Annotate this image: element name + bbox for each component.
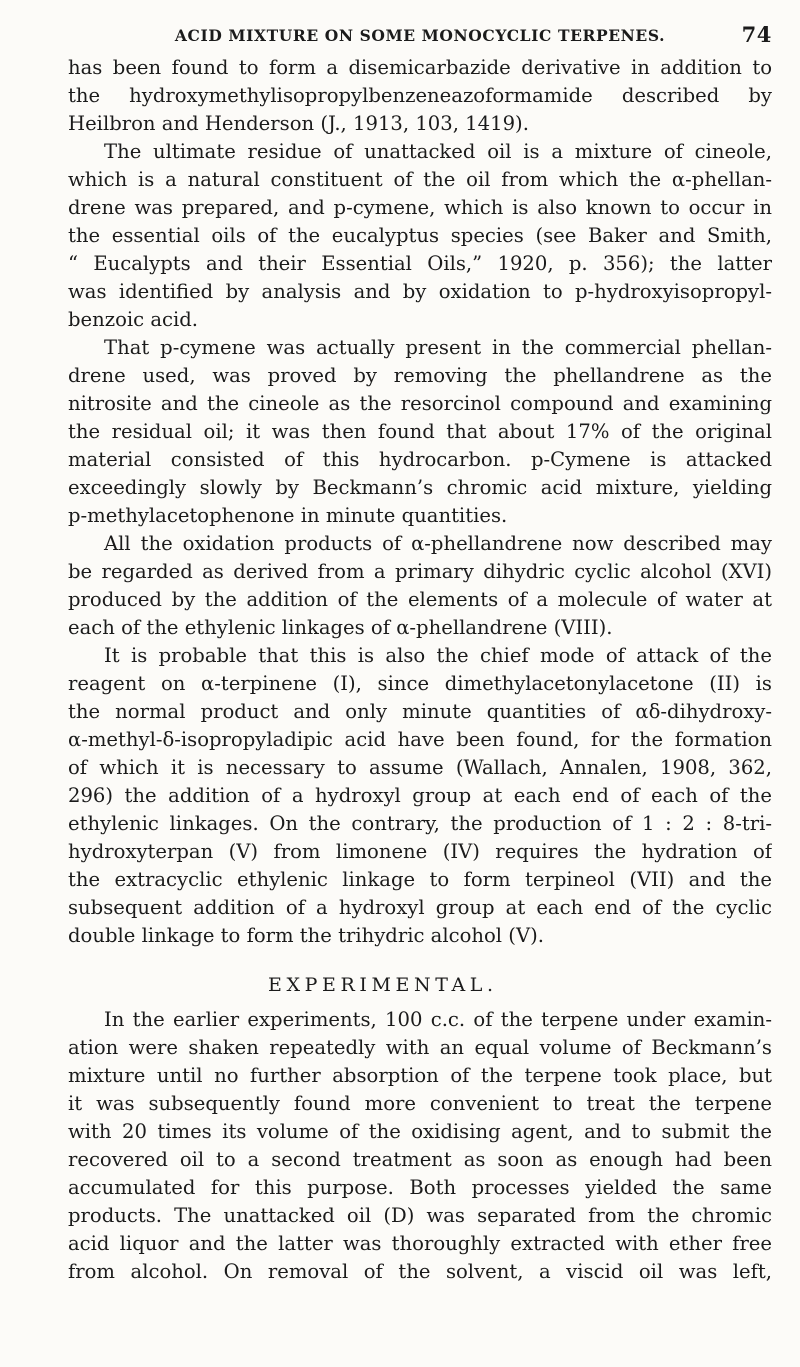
text-line: “ Eucalypts and their Essential Oils,” 1920, p. 356); the latter <box>68 252 772 275</box>
page-number: 74 <box>741 22 772 47</box>
text-line: the residual oil; it was then found that about 17% of the original <box>68 420 772 443</box>
text-line: All the oxidation products of α-phellandrene now described may <box>104 532 772 555</box>
experimental-text <box>68 1006 772 1286</box>
text-line: ation were shaken repeatedly with an equal volume of Beckmann’s <box>68 1036 772 1059</box>
text-line: the essential oils of the eucalyptus species (see Baker and Smith, <box>68 224 772 247</box>
text-line: ethylenic linkages. On the contrary, the production of 1 : 2 : 8-tri- <box>68 812 772 835</box>
text-line: accumulated for this purpose. Both processes yielded the same <box>68 1176 772 1199</box>
text-line: It is probable that this is also the chief mode of attack of the <box>104 644 772 667</box>
text-line: hydroxyterpan (V) from limonene (IV) requires the hydration of <box>68 840 772 863</box>
text-line: each of the ethylenic linkages of α-phellandrene (VIII). <box>68 616 613 639</box>
text-line: mixture until no further absorption of the terpene took place, but <box>68 1064 772 1087</box>
text-line: was identified by analysis and by oxidation to p-hydroxyisopropyl- <box>68 280 772 303</box>
text-line: with 20 times its volume of the oxidising agent, and to submit the <box>68 1120 772 1143</box>
text-line: the hydroxymethylisopropylbenzeneazoformamide described by <box>68 84 772 107</box>
text-line: α-methyl-δ-isopropyladipic acid have been found, for the formation <box>68 728 772 751</box>
text-line: subsequent addition of a hydroxyl group at each end of the cyclic <box>68 896 772 919</box>
section-heading: EXPERIMENTAL. <box>268 974 498 996</box>
running-header <box>68 20 772 54</box>
text-line: nitrosite and the cineole as the resorcinol compound and examining <box>68 392 772 415</box>
text-line: Heilbron and Henderson (J., 1913, 103, 1419). <box>68 112 529 135</box>
text-line: of which it is necessary to assume (Wallach, Annalen, 1908, 362, <box>68 756 772 779</box>
text-line: produced by the addition of the elements of a molecule of water at <box>68 588 772 611</box>
text-line: recovered oil to a second treatment as soon as enough had been <box>68 1148 772 1171</box>
text-line: That p-cymene was actually present in the commercial phellan- <box>104 336 772 359</box>
text-line: In the earlier experiments, 100 c.c. of the terpene under examin- <box>104 1008 772 1031</box>
text-line: exceedingly slowly by Beckmann’s chromic acid mixture, yielding <box>68 476 772 499</box>
text-line: drene used, was proved by removing the phellandrene as the <box>68 364 772 387</box>
text-line: p-methylacetophenone in minute quantities. <box>68 504 508 527</box>
text-line: which is a natural constituent of the oil from which the α-phellan- <box>68 168 772 191</box>
text-line: has been found to form a disemicarbazide derivative in addition to <box>68 56 772 79</box>
text-line: drene was prepared, and p-cymene, which is also known to occur in <box>68 196 772 219</box>
text-line: from alcohol. On removal of the solvent, a viscid oil was left, <box>68 1260 772 1283</box>
running-title: ACID MIXTURE ON SOME MONOCYCLIC TERPENES. <box>174 26 666 45</box>
text-line: products. The unattacked oil (D) was separated from the chromic <box>68 1204 772 1227</box>
text-line: be regarded as derived from a primary dihydric cyclic alcohol (XVI) <box>68 560 772 583</box>
text-line: 296) the addition of a hydroxyl group at each end of each of the <box>68 784 772 807</box>
text-line: it was subsequently found more convenient to treat the terpene <box>68 1092 772 1115</box>
text-line: double linkage to form the trihydric alcohol (V). <box>68 924 544 947</box>
text-line: benzoic acid. <box>68 308 199 331</box>
text-line: the normal product and only minute quantities of αδ-dihydroxy- <box>68 700 772 723</box>
body-text <box>68 54 772 950</box>
text-line: the extracyclic ethylenic linkage to form terpineol (VII) and the <box>68 868 772 891</box>
text-line: The ultimate residue of unattacked oil is a mixture of cineole, <box>104 140 772 163</box>
text-line: material consisted of this hydrocarbon. p-Cymene is attacked <box>68 448 772 471</box>
text-line: acid liquor and the latter was thoroughly extracted with ether free <box>68 1232 772 1255</box>
text-line: reagent on α-terpinene (I), since dimethylacetonylacetone (II) is <box>68 672 772 695</box>
